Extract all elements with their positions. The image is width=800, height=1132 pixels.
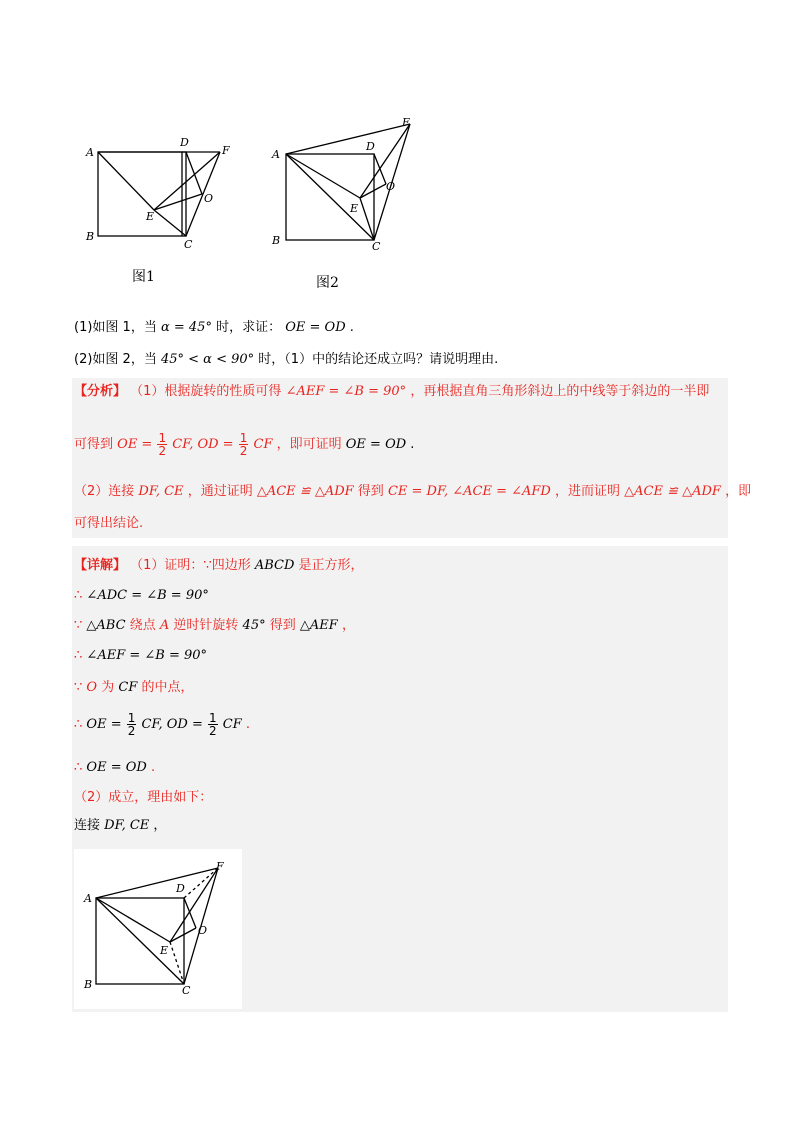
detail-d3-math: △ABC [86,618,126,633]
detail-d1-math: ABCD [254,558,295,573]
fig2-label-e: E [350,202,359,215]
detail-line-8 [74,788,212,808]
analysis-l3-text: （2）连接 [74,484,135,499]
detail-d6-cf: CF, OD = [141,717,203,732]
detail-d3-m2: A [159,618,170,633]
fig1-label-d: D [180,136,189,149]
fig2-label-o: O [386,180,396,193]
detail-d8-text: （2）成立，理由如下： [74,790,213,805]
analysis-l2-rest: ，即可证明 [276,437,342,452]
detail-line-3 [74,616,355,636]
q1-alpha: α = 45° [160,320,212,335]
detail-d6-half [127,712,137,737]
detail-d5-t2: 为 [101,680,115,695]
q1-mid: 时，求证： [216,320,282,335]
figure-1-diagram [80,130,250,250]
q1-prefix: (1)如图 1，当 [74,320,157,335]
detail-d3-t2: 绕点 [129,618,156,633]
fig1-label-b: B [86,230,95,243]
figure-2 [268,112,428,252]
detail-d6-end: . [245,717,251,732]
detail-d5-m2: CF [118,680,138,695]
fig3-label-e: E [160,944,169,957]
detail-d4-math: ∠AEF = ∠B = 90° [86,648,208,663]
analysis-l3-m4: △ACE ≌ △ADF [624,484,721,499]
detail-d3-m4: △AEF [299,618,338,633]
analysis-background [72,378,728,538]
frac-num: 1 [208,711,217,725]
figure-3 [80,856,240,996]
detail-d7-math: OE = OD [86,760,147,775]
analysis-l2-math: OE = OD [345,437,407,452]
analysis-l3-t5: ，即 [725,484,752,499]
analysis-tag: 【分析】 [74,384,127,399]
frac-num: 1 [158,431,167,445]
detail-d1-rest: 是正方形， [298,558,364,573]
q2-range: 45° < α < 90° [160,352,255,367]
analysis-l3-t4: ，进而证明 [554,484,620,499]
frac-den: 2 [208,724,217,738]
analysis-l2-half [157,432,167,457]
fig3-label-c: C [182,984,191,996]
frac-num: 1 [239,431,248,445]
detail-d2-text: ∴ [74,588,83,603]
analysis-line-4 [74,514,143,534]
detail-d7-text: ∴ [74,760,83,775]
fig1-label-e: E [146,210,155,223]
analysis-l3-t3: 得到 [357,484,384,499]
analysis-l1-text: （1）根据旋转的性质可得 [130,384,282,399]
detail-d1-text: （1）证明：∵四边形 [130,558,251,573]
analysis-l2-text: 可得到 [74,437,114,452]
frac-den: 2 [158,444,167,458]
figure-1 [80,130,250,250]
analysis-l2-half-b [239,432,249,457]
detail-d6-text: ∴ [74,717,83,732]
q2-prefix: (2)如图 2，当 [74,352,157,367]
analysis-l2-oe: OE = [117,437,153,452]
detail-d7-end: . [150,760,156,775]
detail-d6-oe: OE = [86,717,122,732]
analysis-line-3 [74,482,751,502]
detail-line-2 [74,586,209,606]
frac-den: 2 [127,724,136,738]
figure-1-caption: 图1 [132,269,155,285]
detail-line-5 [74,678,194,698]
detail-tag: 【详解】 [74,558,127,573]
fig3-label-b: B [84,978,93,991]
question-1 [74,318,354,338]
fig2-label-d: D [366,140,375,153]
analysis-l3-m2: △ACE ≌ △ADF [256,484,354,499]
q1-claim: OE = OD [285,320,346,335]
fig2-label-b: B [272,234,281,247]
analysis-l1-rest: ，再根据直角三角形斜边上的中线等于斜边的一半即 [410,384,710,399]
detail-line-4 [74,646,207,666]
q2-rest: 时，（1）中的结论还成立吗？请说明理由. [258,352,499,367]
detail-d6-cf2: CF [222,717,242,732]
detail-d4-text: ∴ [74,648,83,663]
fig2-label-a: A [272,148,280,161]
figure-2-diagram [268,112,428,252]
figure-3-diagram [80,856,240,996]
fig3-label-a: A [84,892,92,905]
detail-d3-m3: 45° [242,618,266,633]
detail-line-6 [74,712,250,737]
fig2-label-f: F [402,116,410,129]
detail-d5-m1: O [86,680,98,695]
analysis-l3-t2: ，通过证明 [187,484,253,499]
detail-d5-text: ∵ [74,680,83,695]
analysis-l2-cf: CF, OD = [172,437,234,452]
detail-line-1 [74,556,364,576]
fig1-label-c: C [184,238,193,250]
detail-d3-t4: 得到 [269,618,296,633]
detail-line-9 [74,816,166,836]
frac-den: 2 [239,444,248,458]
detail-d3-t3: 逆时针旋转 [173,618,239,633]
detail-d9-end: ， [153,818,167,833]
fig1-label-o: O [204,192,214,205]
detail-d9-math: DF, CE [104,818,150,833]
fig3-label-d: D [176,882,185,895]
frac-num: 1 [127,711,136,725]
analysis-l3-m3: CE = DF, ∠ACE = ∠AFD [387,484,551,499]
analysis-l4-text: 可得出结论. [74,516,144,531]
fig3-label-f: F [216,860,224,873]
detail-line-7 [74,758,155,778]
question-2 [74,350,498,370]
figure-2-caption: 图2 [316,275,339,291]
fig1-label-f: F [222,144,230,157]
analysis-l3-m1: DF, CE [138,484,184,499]
fig2-label-c: C [372,240,381,252]
analysis-line-1 [74,382,709,402]
detail-d6-half-b [208,712,218,737]
fig1-label-a: A [86,146,94,159]
detail-d3-text: ∵ [74,618,83,633]
detail-d2-math: ∠ADC = ∠B = 90° [86,588,209,603]
fig3-label-o: O [198,924,208,937]
analysis-l1-math: ∠AEF = ∠B = 90° [285,384,407,399]
q1-end: . [349,320,354,335]
detail-d3-t5: ， [341,618,355,633]
detail-d5-t3: 的中点， [141,680,194,695]
analysis-l2-end: . [410,437,415,452]
analysis-l2-cf2: CF [253,437,273,452]
analysis-line-2 [74,432,414,457]
detail-d9-text: 连接 [74,818,101,833]
